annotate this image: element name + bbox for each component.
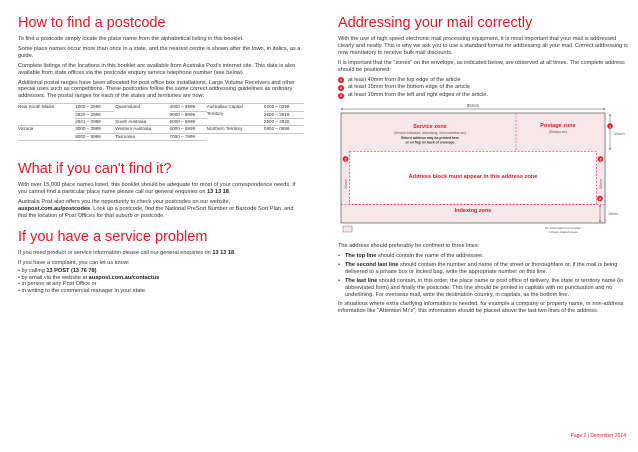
list-item: • The second last line should contain the number and name of the street or thoroughfare or, if the mail is being delivered to a private box or locked bag, write the appropriate number on this line. <box>338 262 628 276</box>
find-postcode-heading: How to find a postcode <box>18 15 166 31</box>
service-problem-heading: If you have a service problem <box>18 228 208 245</box>
service-zone-note: (Service indicators, advertising, return address etc) <box>394 131 466 136</box>
table-cell: Victoria <box>18 126 34 132</box>
postcodes-link[interactable]: auspost.com.au/postcodes <box>18 206 91 212</box>
top-dimension-label: 40mm <box>614 132 625 137</box>
table-cell: Australian Capital <box>207 104 264 111</box>
find-postcode-paragraph-4: Additional postal ranges have been allocated for post office box installations, Large Volume Receivers and other special uses such as competitions. These postcodes follow the same correct addressing guidelines as ordinary addresses. The postal ranges for each of the states and territories are now: <box>18 79 295 100</box>
return-address-note: Return address may be printed here <box>400 136 460 141</box>
lines-closing: In situations where extra clarifying information is needed, for example a company or property name, or non-address information like "Attention Mr's", this information should be placed above the last two lines of the address. <box>338 300 624 314</box>
cant-find-paragraph-1: With over 15,000 place names listed, this booklet should be adequate for most of your correspondence needs. If you cannot find a particular place name please call our general enquiries on 13 13 18. <box>18 182 296 196</box>
return-address-note-2: or on flap on back of envelope <box>405 140 455 145</box>
service-zone-label: Service zone <box>413 124 447 131</box>
table-cell: 7000 – 7999 <box>170 133 207 140</box>
table-cell: 2620 – 2899 <box>75 111 115 118</box>
no-info-note-2: in these shaded areas <box>548 230 578 235</box>
addressing-paragraph-1: With the use of high speed electronic mail processing equipment, it is most important that your mail is addressed clearly and neatly. This is why we ask you to use a standard format for addressing all your mail. Correct addressing is now mandatory to receive bulk mail discounts. <box>338 36 628 56</box>
table-cell <box>264 133 304 140</box>
marker-1-label: 1 <box>609 124 611 129</box>
left-column <box>18 0 304 295</box>
table-cell: Queensland <box>115 104 169 111</box>
table-row <box>18 119 304 126</box>
enquiries-phone: 13 13 18 <box>207 189 229 196</box>
contactus-link[interactable]: auspost.com.au/contactus <box>88 274 160 281</box>
table-cell <box>207 119 264 126</box>
table-cell: 0800 – 0999 <box>264 126 304 133</box>
complaint-options-list <box>18 268 304 296</box>
shaded-area-legend-swatch <box>343 226 352 232</box>
number-badge: 1 <box>339 76 343 82</box>
table-cell: 8000 – 8999 <box>75 133 115 140</box>
table-cell: 0200 – 0299 <box>264 104 304 111</box>
complaint-phone: 13 POST (13 76 78) <box>46 267 97 274</box>
page-footer: Page 2 | December 2014 <box>570 433 626 439</box>
marker-3-left-label: 3 <box>344 157 347 162</box>
no-info-note: No information is permitted <box>545 226 581 231</box>
address-block-label: Address block must appear in this address zone <box>408 174 538 181</box>
address-lines-list <box>338 253 628 298</box>
enquiries-phone: 13 13 18 <box>212 249 235 256</box>
marker-2-label: 2 <box>599 197 601 202</box>
envelope-svg <box>338 102 628 238</box>
list-item: 3 at least 10mm from the left and right edges of the article. <box>339 92 488 99</box>
addressing-heading: Addressing your mail correctly <box>338 15 533 31</box>
list-item: • by calling 13 POST (13 76 78) <box>18 267 97 274</box>
table-cell: South Australia <box>115 119 169 126</box>
cant-find-heading: What if you can't find it? <box>18 161 172 178</box>
list-item: • by email via the website at auspost.com.au/contactus <box>18 274 160 281</box>
list-item: 1 at least 40mm from the top edge of the article <box>339 76 461 83</box>
indexing-zone-label: Indexing zone <box>454 208 492 215</box>
table-cell: 9000 – 9999 <box>170 111 207 118</box>
postage-zone-note: (Stamps etc) <box>548 130 568 135</box>
table-row <box>18 133 304 140</box>
list-item: • The top line should contain the name of the addressee. <box>338 253 628 260</box>
find-postcode-paragraph-2: Some place names occur more than once in a state, and the nearest centre is shown after the town, in italics, as a guide. <box>18 45 301 59</box>
table-cell: Territory <box>206 111 224 117</box>
postal-ranges-table <box>18 103 304 141</box>
table-cell: 4000 – 4999 <box>170 104 207 111</box>
table-cell: Western Australia <box>115 126 169 133</box>
right-dimension-label: 10mm <box>599 179 603 190</box>
table-cell <box>18 119 75 126</box>
envelope-diagram <box>338 102 628 238</box>
left-dimension-label: 10mm <box>344 179 348 190</box>
addressing-paragraph-2: It is important that the "zones" on the envelope, as indicated below, are observed at all times. The complete address should be positioned: <box>338 59 625 73</box>
table-cell: 2600 – 2619 <box>264 111 304 118</box>
table-cell: Northern Territory <box>207 126 264 133</box>
find-postcode-paragraph-1: To find a postcode simply locate the place name from the alphabetical listing in this booklet. <box>18 36 244 42</box>
width-label: 85mm <box>466 103 480 109</box>
table-cell: 2900 – 2920 <box>264 119 304 126</box>
table-cell: New South Wales <box>18 104 75 111</box>
table-row <box>18 126 304 133</box>
bottom-dimension-label: 15mm <box>608 212 619 217</box>
list-item: • The last line should contain, in this order, the place name or post office of delivery, the state or territory name (in abbreviated form) and finally the postcode. This line should be printed in capitals with no punctuation and no underlining. For overseas mail, write the destination country, in capitals, as the bottom line. <box>338 278 628 299</box>
table-cell <box>18 111 75 118</box>
service-problem-paragraph-2: If you have a complaint, you can let us know: <box>18 259 130 266</box>
list-item: • in person at any Post Office or <box>18 281 97 288</box>
lines-intro: The address should preferably be confined to three lines: <box>338 243 480 250</box>
table-cell <box>207 133 264 140</box>
find-postcode-paragraph-3: Complete listings of the locations in this booklet are available from Australia Post's internet site. This data is also available from state offices via the postcode enquiry service telephone number (see below). <box>18 62 296 76</box>
table-cell: 2921 – 2999 <box>75 119 115 126</box>
table-cell <box>115 111 169 118</box>
right-column <box>338 0 628 317</box>
table-cell <box>18 133 75 140</box>
position-criteria-list <box>338 77 628 100</box>
number-badge: 3 <box>339 92 343 98</box>
table-cell: 6000 – 6999 <box>170 126 207 133</box>
service-problem-paragraph-1: If you need product or service information please call our general enquiries on 13 13 18. <box>18 249 236 256</box>
table-cell: 5000 – 5999 <box>170 119 207 126</box>
table-cell: Tasmania <box>115 133 169 140</box>
postage-zone-label: Postage zone <box>540 123 576 130</box>
table-cell: 3000 – 3999 <box>75 126 115 133</box>
list-item: • in writing to the commercial manager in your state. <box>18 288 147 295</box>
table-cell: 1000 – 2599 <box>75 104 115 111</box>
number-badge: 2 <box>339 84 343 90</box>
table-row <box>18 104 304 111</box>
cant-find-paragraph-2: Australia Post also offers you the opportunity to check your postcodes on our website, auspost.com.au/postcodes. Look up a postcode, find the National PreSort Number or Barcode Sort Plan, and find the location of Post Offices for that suburb or postcode. <box>18 199 294 219</box>
list-item: 2 at least 15mm from the bottom edge of the article <box>339 84 470 91</box>
marker-3-right-label: 3 <box>599 157 602 162</box>
table-row <box>18 111 304 118</box>
